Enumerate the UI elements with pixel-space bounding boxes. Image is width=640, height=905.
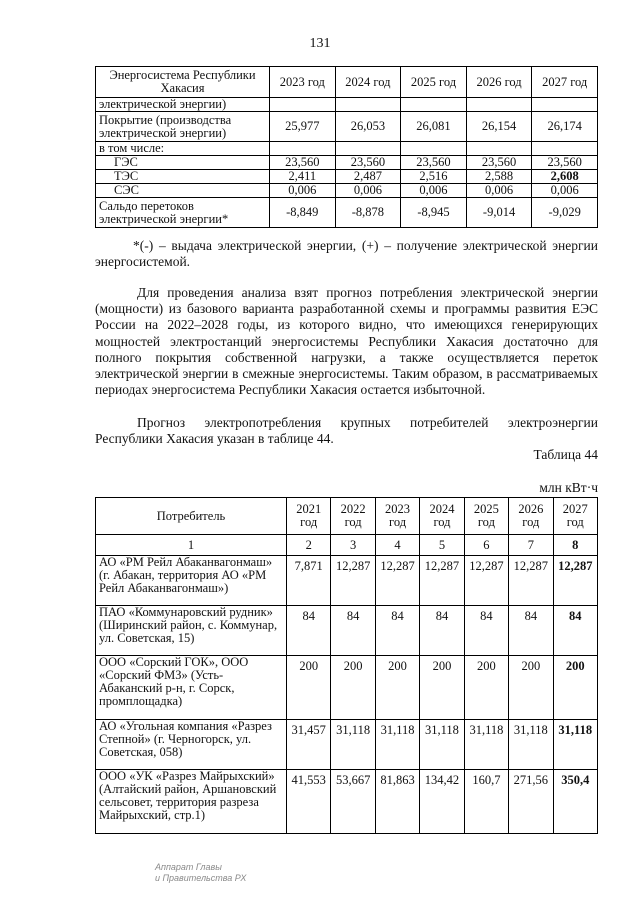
value-cell: -8,945 bbox=[401, 198, 467, 228]
value-cell: 12,287 bbox=[509, 556, 553, 606]
consumer-cell: АО «РМ Рейл Абаканвагонмаш» (г. Абакан, территория АО «РМ Рейл Абаканвагонмаш») bbox=[96, 556, 287, 606]
year-number: 2021 bbox=[296, 502, 322, 516]
value-cell: 2,588 bbox=[466, 170, 532, 184]
row-label: Сальдо перетоков электрической энергии* bbox=[96, 198, 270, 228]
table-row bbox=[96, 556, 598, 606]
year-number: 2024 bbox=[429, 502, 455, 516]
value-cell: -8,849 bbox=[270, 198, 336, 228]
value-cell: 7,871 bbox=[287, 556, 331, 606]
empty-cell bbox=[335, 98, 401, 112]
value-cell: 160,7 bbox=[464, 770, 508, 834]
table-header-row bbox=[96, 498, 598, 535]
year-number: 2023 bbox=[385, 502, 411, 516]
year-suffix: год bbox=[566, 515, 584, 529]
value-cell: 25,977 bbox=[270, 112, 336, 142]
index-cell: 6 bbox=[464, 535, 508, 556]
value-cell: 31,457 bbox=[287, 720, 331, 770]
row-label: электрической энергии) bbox=[96, 98, 270, 112]
index-cell: 2 bbox=[287, 535, 331, 556]
index-cell: 3 bbox=[331, 535, 375, 556]
stamp-line: и Правительства РХ bbox=[155, 873, 247, 883]
value-cell: 31,118 bbox=[553, 720, 597, 770]
value-cell: 200 bbox=[375, 656, 419, 720]
value-cell: 84 bbox=[331, 606, 375, 656]
year-number: 2027 bbox=[562, 502, 588, 516]
value-cell: 12,287 bbox=[420, 556, 464, 606]
value-cell: 53,667 bbox=[331, 770, 375, 834]
stamp-line: Аппарат Главы bbox=[155, 862, 222, 872]
row-label: Покрытие (производства электрической энергии) bbox=[96, 112, 270, 142]
value-cell: 84 bbox=[553, 606, 597, 656]
table-row bbox=[96, 142, 598, 156]
consumer-cell: ПАО «Коммунаровский рудник» (Ширинский район, с. Коммунар, ул. Советская, 15) bbox=[96, 606, 287, 656]
year-suffix: год bbox=[389, 515, 407, 529]
value-cell: 41,553 bbox=[287, 770, 331, 834]
value-cell: 200 bbox=[464, 656, 508, 720]
header-cell-year bbox=[375, 498, 419, 535]
value-cell: 0,006 bbox=[401, 184, 467, 198]
value-cell: 200 bbox=[553, 656, 597, 720]
year-suffix: год bbox=[300, 515, 318, 529]
value-cell: 84 bbox=[509, 606, 553, 656]
value-cell: 0,006 bbox=[466, 184, 532, 198]
empty-cell bbox=[532, 142, 598, 156]
value-cell: 2,608 bbox=[532, 170, 598, 184]
value-cell: 31,118 bbox=[375, 720, 419, 770]
table-label: Таблица 44 bbox=[533, 447, 598, 462]
row-label: ТЭС bbox=[96, 170, 270, 184]
year-suffix: год bbox=[433, 515, 451, 529]
value-cell: 0,006 bbox=[335, 184, 401, 198]
value-cell: 31,118 bbox=[331, 720, 375, 770]
value-cell: -9,014 bbox=[466, 198, 532, 228]
consumer-cell: ООО «УК «Разрез Майрыхский» (Алтайский район, Аршановский сельсовет, территория разреза Майрыхский, стр.1) bbox=[96, 770, 287, 834]
value-cell: 12,287 bbox=[375, 556, 419, 606]
consumer-cell: АО «Угольная компания «Разрез Степной» (г. Черногорск, ул. Советская, 058) bbox=[96, 720, 287, 770]
header-cell-2027: 2027 год bbox=[532, 67, 598, 98]
empty-cell bbox=[532, 98, 598, 112]
value-cell: 2,516 bbox=[401, 170, 467, 184]
header-cell-2025: 2025 год bbox=[401, 67, 467, 98]
header-cell-consumer: Потребитель bbox=[96, 498, 287, 535]
empty-cell bbox=[401, 142, 467, 156]
consumer-cell: ООО «Сорский ГОК», ООО «Сорский ФМЗ» (Усть-Абаканский р-н, г. Сорск, промплощадка) bbox=[96, 656, 287, 720]
table-row bbox=[96, 156, 598, 170]
table-row bbox=[96, 720, 598, 770]
value-cell: 84 bbox=[375, 606, 419, 656]
year-suffix: год bbox=[522, 515, 540, 529]
value-cell: 0,006 bbox=[532, 184, 598, 198]
value-cell: 271,56 bbox=[509, 770, 553, 834]
value-cell: 12,287 bbox=[464, 556, 508, 606]
units-label: млн кВт·ч bbox=[539, 480, 598, 495]
value-cell: 31,118 bbox=[464, 720, 508, 770]
empty-cell bbox=[466, 142, 532, 156]
year-number: 2026 bbox=[518, 502, 544, 516]
value-cell: 84 bbox=[287, 606, 331, 656]
value-cell: 23,560 bbox=[335, 156, 401, 170]
empty-cell bbox=[270, 142, 336, 156]
value-cell: 26,174 bbox=[532, 112, 598, 142]
row-label: ГЭС bbox=[96, 156, 270, 170]
year-suffix: год bbox=[344, 515, 362, 529]
header-cell-year bbox=[420, 498, 464, 535]
value-cell: 12,287 bbox=[331, 556, 375, 606]
index-cell: 7 bbox=[509, 535, 553, 556]
value-cell: 31,118 bbox=[420, 720, 464, 770]
index-cell: 8 bbox=[553, 535, 597, 556]
column-index-row bbox=[96, 535, 598, 556]
value-cell: 200 bbox=[420, 656, 464, 720]
year-number: 2022 bbox=[340, 502, 366, 516]
value-cell: 200 bbox=[287, 656, 331, 720]
table-row bbox=[96, 170, 598, 184]
value-cell: 84 bbox=[420, 606, 464, 656]
value-cell: 23,560 bbox=[466, 156, 532, 170]
value-cell: 23,560 bbox=[532, 156, 598, 170]
header-cell-year bbox=[331, 498, 375, 535]
consumers-table bbox=[95, 497, 598, 834]
value-cell: 0,006 bbox=[270, 184, 336, 198]
value-cell: 350,4 bbox=[553, 770, 597, 834]
header-cell-system: Энергосистема Республики Хакасия bbox=[96, 67, 270, 98]
value-cell: 2,411 bbox=[270, 170, 336, 184]
index-cell: 1 bbox=[96, 535, 287, 556]
row-label: СЭС bbox=[96, 184, 270, 198]
energy-balance-table bbox=[95, 66, 598, 228]
index-cell: 5 bbox=[420, 535, 464, 556]
table-row bbox=[96, 184, 598, 198]
value-cell: 84 bbox=[464, 606, 508, 656]
value-cell: 26,053 bbox=[335, 112, 401, 142]
table-row bbox=[96, 112, 598, 142]
empty-cell bbox=[335, 142, 401, 156]
government-stamp bbox=[155, 862, 246, 884]
value-cell: 26,081 bbox=[401, 112, 467, 142]
empty-cell bbox=[466, 98, 532, 112]
header-cell-2024: 2024 год bbox=[335, 67, 401, 98]
header-cell-2026: 2026 год bbox=[466, 67, 532, 98]
paragraph-forecast: Прогноз электропотребления крупных потребителей электроэнергии Республики Хакасия указан в таблице 44. bbox=[95, 415, 598, 447]
empty-cell bbox=[270, 98, 336, 112]
value-cell: 81,863 bbox=[375, 770, 419, 834]
footnote: *(-) – выдача электрической энергии, (+) – получение электрической энергии энергосистемой. bbox=[95, 238, 598, 270]
header-cell-year bbox=[509, 498, 553, 535]
year-number: 2025 bbox=[473, 502, 499, 516]
value-cell: 200 bbox=[331, 656, 375, 720]
value-cell: 26,154 bbox=[466, 112, 532, 142]
value-cell: 23,560 bbox=[270, 156, 336, 170]
value-cell: 200 bbox=[509, 656, 553, 720]
year-suffix: год bbox=[477, 515, 495, 529]
row-label: в том числе: bbox=[96, 142, 270, 156]
header-cell-year bbox=[287, 498, 331, 535]
value-cell: -8,878 bbox=[335, 198, 401, 228]
value-cell: -9,029 bbox=[532, 198, 598, 228]
table-row bbox=[96, 606, 598, 656]
header-cell-year bbox=[464, 498, 508, 535]
empty-cell bbox=[401, 98, 467, 112]
table-header-row bbox=[96, 67, 598, 98]
table-row bbox=[96, 656, 598, 720]
value-cell: 134,42 bbox=[420, 770, 464, 834]
value-cell: 12,287 bbox=[553, 556, 597, 606]
paragraph-analysis: Для проведения анализа взят прогноз потребления электрической энергии (мощности) из базового варианта разработанной схемы и программы развития ЕЭС России на 2022–2028 годы, из которого видно, что имеющихся генерирующих мощностей электростанций энергосистемы Республики Хакасия достаточно для полного покрытия собственной нагрузки, а также осуществляется переток электрической энергии в смежные энергосистемы. Таким образом, в рассматриваемых периодах энергосистема Республики Хакасия остается избыточной. bbox=[95, 285, 598, 398]
value-cell: 23,560 bbox=[401, 156, 467, 170]
index-cell: 4 bbox=[375, 535, 419, 556]
header-cell-2023: 2023 год bbox=[270, 67, 336, 98]
page-number: 131 bbox=[309, 36, 331, 51]
value-cell: 31,118 bbox=[509, 720, 553, 770]
table-row bbox=[96, 198, 598, 228]
table-row bbox=[96, 770, 598, 834]
value-cell: 2,487 bbox=[335, 170, 401, 184]
table-row-continued bbox=[96, 98, 598, 112]
header-cell-year bbox=[553, 498, 597, 535]
